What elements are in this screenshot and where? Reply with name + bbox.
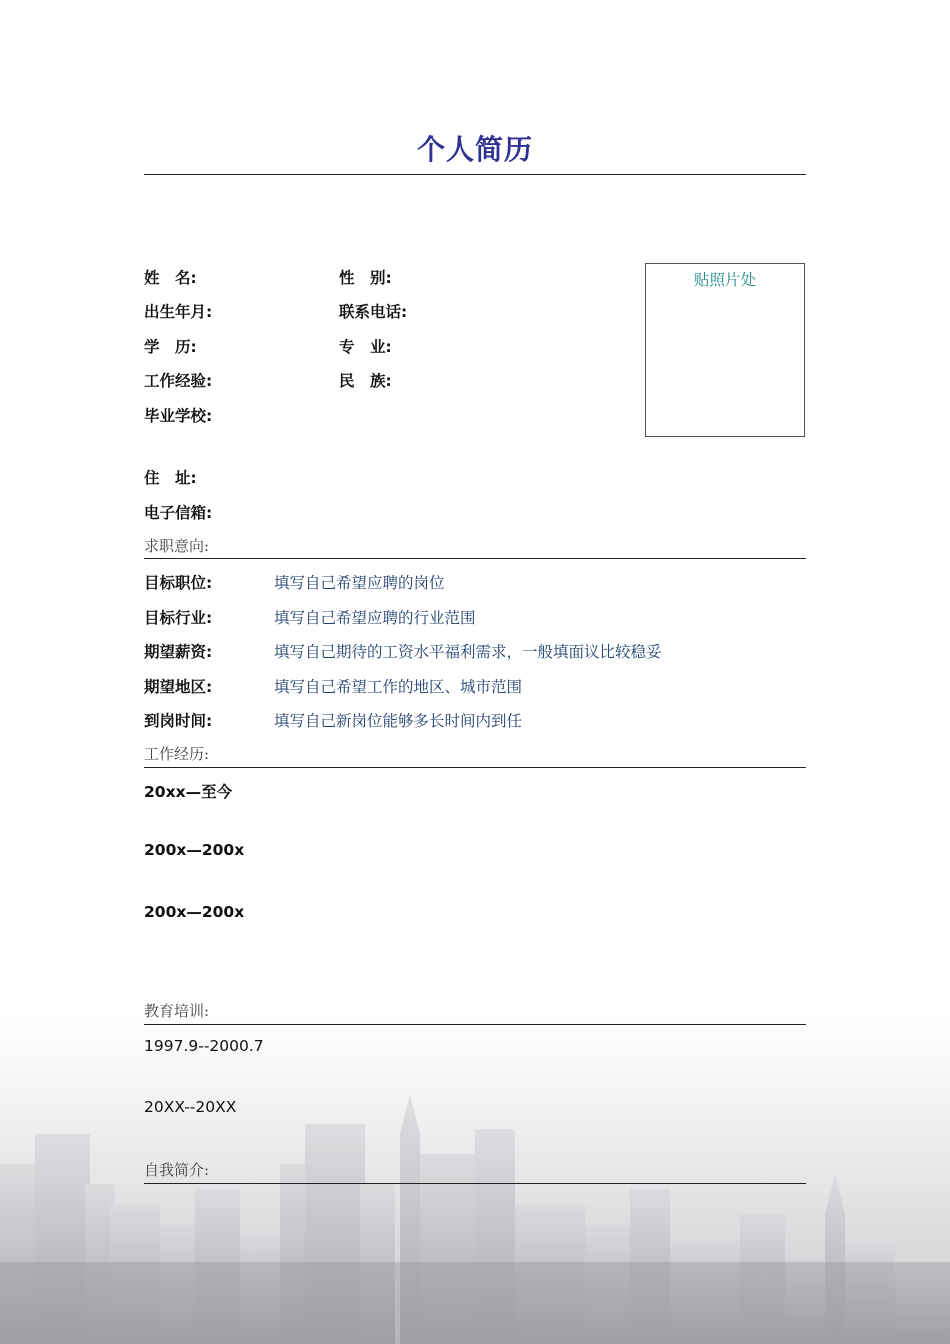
target-industry-label: 目标行业:: [144, 609, 213, 627]
school-label: 毕业学校:: [144, 407, 213, 425]
work-period: 200x—200x: [144, 841, 245, 859]
page-title: 个人简历: [416, 133, 533, 166]
education-period: 20XX--20XX: [144, 1098, 237, 1116]
job-intent-divider: [144, 558, 806, 559]
self-intro-heading: 自我简介:: [144, 1161, 210, 1179]
expected-salary-label: 期望薪资:: [144, 643, 213, 661]
photo-placeholder-text: 贴照片处: [693, 271, 756, 289]
phone-label: 联系电话:: [339, 303, 408, 321]
job-intent-heading: 求职意向:: [144, 537, 210, 555]
work-period: 20xx—至今: [144, 783, 233, 801]
title-divider: [144, 174, 806, 175]
expected-region-value: 填写自己希望工作的地区、城市范围: [274, 678, 523, 696]
major-label: 专 业:: [339, 338, 392, 356]
address-label: 住 址:: [144, 469, 197, 487]
target-industry-value: 填写自己希望应聘的行业范围: [274, 609, 476, 627]
target-position-label: 目标职位:: [144, 574, 213, 592]
education-heading: 教育培训:: [144, 1002, 210, 1020]
degree-label: 学 历:: [144, 338, 197, 356]
work-experience-label: 工作经验:: [144, 372, 213, 390]
birth-date-label: 出生年月:: [144, 303, 213, 321]
self-intro-divider: [144, 1183, 806, 1184]
education-divider: [144, 1024, 806, 1025]
photo-placeholder-box: [645, 263, 805, 437]
expected-region-label: 期望地区:: [144, 678, 213, 696]
work-history-heading: 工作经历:: [144, 745, 210, 763]
city-skyline-background: [0, 1014, 950, 1344]
start-time-label: 到岗时间:: [144, 712, 213, 730]
gender-label: 性 别:: [339, 269, 392, 287]
education-period: 1997.9--2000.7: [144, 1037, 264, 1055]
expected-salary-value: 填写自己期待的工资水平福利需求，一般填面议比较稳妥: [274, 643, 662, 661]
email-label: 电子信箱:: [144, 504, 213, 522]
target-position-value: 填写自己希望应聘的岗位: [274, 574, 445, 592]
work-period: 200x—200x: [144, 903, 245, 921]
start-time-value: 填写自己新岗位能够多长时间内到任: [274, 712, 523, 730]
name-label: 姓 名:: [144, 269, 197, 287]
ethnicity-label: 民 族:: [339, 372, 392, 390]
work-history-divider: [144, 767, 806, 768]
